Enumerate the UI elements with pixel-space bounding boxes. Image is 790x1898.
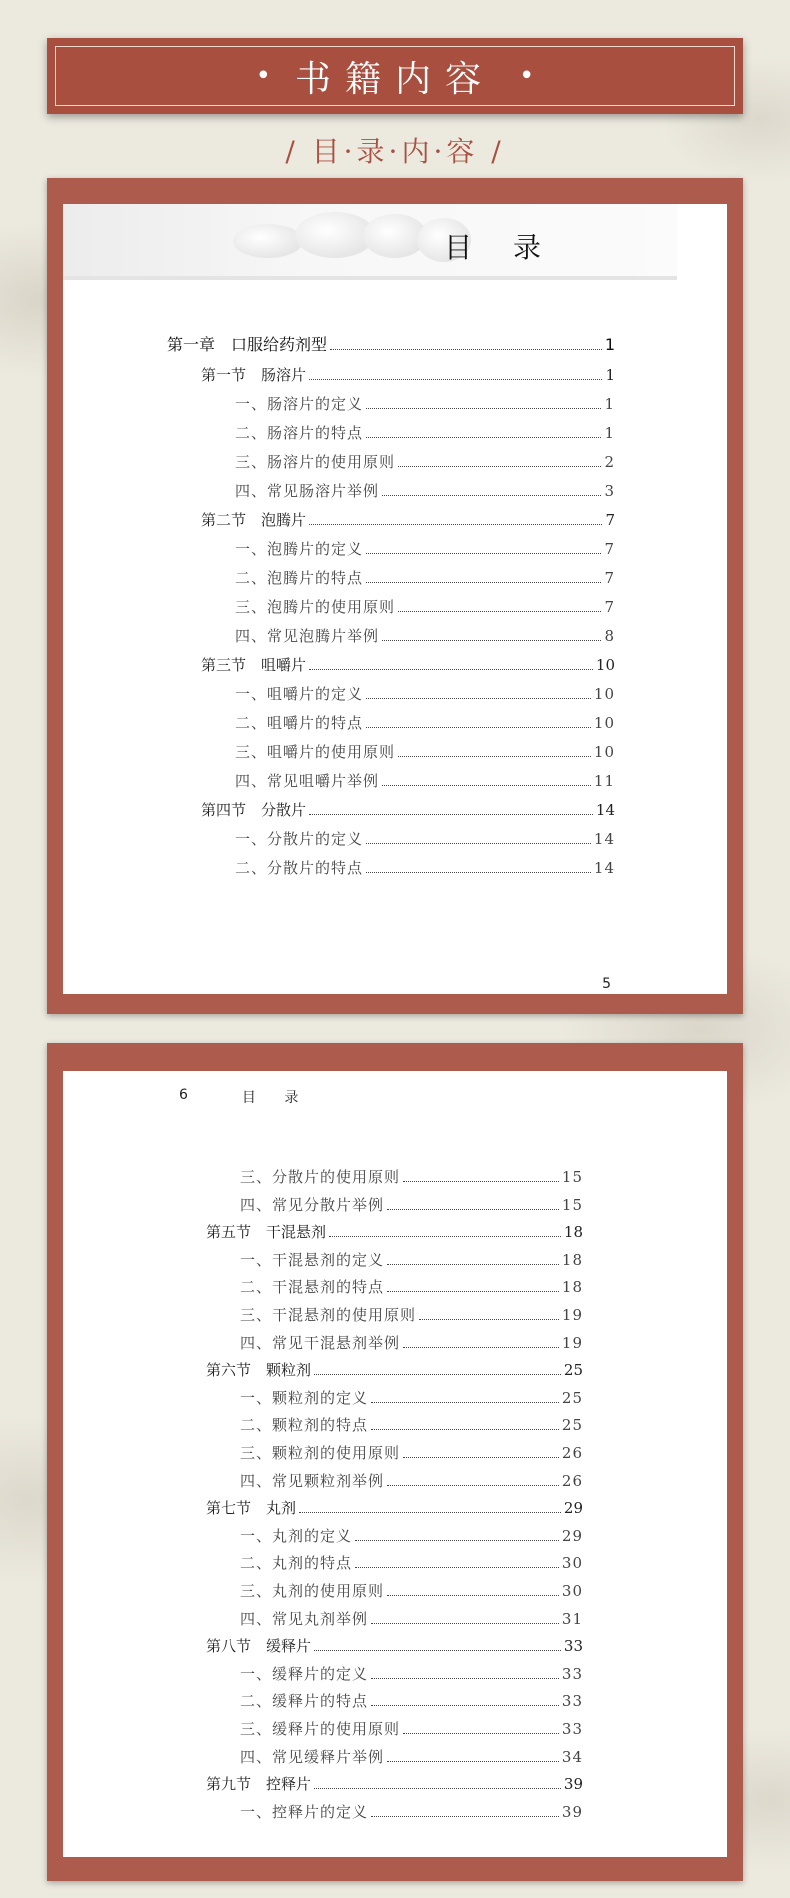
toc-entry-section [201,799,615,820]
toc-entry-label: 一、干混悬剂的定义 [240,1250,385,1269]
toc-entry-item [240,1580,583,1601]
toc-entry-label: 二、分散片的特点 [235,859,364,877]
toc-entry-label: 二、干混悬剂的特点 [240,1278,385,1297]
toc-entry-page: 1 [604,424,615,442]
toc-entry-page: 30 [561,1554,583,1573]
toc-entry-item [240,1718,583,1739]
toc-entry-label: 二、颗粒剂的特点 [240,1416,369,1435]
toc-entry-section [201,654,615,675]
dot-leader [330,349,602,350]
toc-entry-label: 三、缓释片的使用原则 [240,1720,401,1738]
dot-leader [398,611,601,612]
dot-leader [366,698,591,699]
toc-entry-item [240,1442,583,1463]
toc-entry-page: 25 [561,1416,583,1435]
toc-entry-label: 三、干混悬剂的使用原则 [240,1306,417,1324]
toc-entry-label: 三、泡腾片的使用原则 [235,598,396,616]
toc-entry-page: 29 [561,1526,583,1545]
toc-entry-item [235,857,615,878]
toc-entry-section [206,1773,583,1794]
toc-entry-item [240,1332,583,1353]
toc-entry-label: 三、肠溶片的使用原则 [235,453,396,471]
toc-entry-page: 8 [604,627,615,645]
dot-leader [309,814,593,815]
toc-entry-label: 三、颗粒剂的使用原则 [240,1444,401,1462]
toc-entry-page: 19 [561,1333,583,1352]
toc-entry-label: 二、丸剂的特点 [240,1554,353,1573]
dot-leader [371,1429,559,1430]
toc-entry-page: 19 [561,1306,583,1324]
toc-entry-label: 一、丸剂的定义 [240,1526,353,1545]
toc-entry-item [240,1552,583,1573]
dot-leader [371,1402,559,1403]
page-header-band [63,204,677,280]
dot-leader [387,1761,559,1762]
banner-dot-right: • [519,61,535,91]
running-head-title: 目 录 [241,1090,311,1106]
toc-entry-item [240,1194,583,1215]
toc-entry-page: 7 [605,511,615,529]
toc-entry-page: 34 [561,1747,583,1766]
toc-entry-page: 14 [593,859,615,877]
toc-entry-item [240,1608,583,1629]
banner-dot-left: • [255,61,271,91]
dot-leader [309,379,602,380]
toc-entry-label: 三、分散片的使用原则 [240,1168,401,1186]
dot-leader [382,495,601,496]
dot-leader [366,553,601,554]
toc-entry-label: 第二节 泡腾片 [201,511,307,529]
dot-leader [382,640,601,641]
toc-entry-label: 第九节 控释片 [206,1775,312,1794]
toc-entry-label: 一、咀嚼片的定义 [235,685,364,703]
dot-leader [387,1209,559,1210]
toc-entry-page: 7 [604,598,615,616]
toc-entry-page: 14 [595,801,615,819]
dot-leader [371,1705,559,1706]
toc-entry-page: 7 [604,540,615,558]
toc-entry-label: 四、常见肠溶片举例 [235,482,380,500]
dot-leader [419,1319,559,1320]
toc-entry-label: 二、咀嚼片的特点 [235,714,364,732]
toc-entry-page: 25 [561,1388,583,1407]
toc-entry-item [240,1166,583,1187]
toc-entry-label: 第七节 丸剂 [206,1499,297,1518]
toc-entry-page: 11 [593,772,615,790]
toc-entry-section [206,1635,583,1656]
banner-title: 书籍内容 [294,58,495,100]
toc-entry-label: 二、缓释片的特点 [240,1692,369,1711]
toc-entry-page: 10 [595,656,615,674]
banner-inner [55,46,735,106]
toc-entry-page: 10 [593,685,615,703]
dot-leader [387,1485,559,1486]
dot-leader [299,1512,561,1513]
toc-entry-page: 18 [563,1223,583,1242]
toc-entry-label: 第一节 肠溶片 [201,366,307,384]
dot-leader [355,1540,559,1541]
dot-leader [314,1650,561,1651]
toc-entry-item [235,712,615,733]
toc-page-frame-2 [47,1043,743,1881]
page-number: 5 [602,976,611,992]
toc-entry-item [235,828,615,849]
toc-entry-page: 10 [593,714,615,732]
toc-entry-label: 一、颗粒剂的定义 [240,1388,369,1407]
dot-leader [329,1236,561,1237]
toc-entry-page: 3 [604,482,615,500]
toc-entry-label: 第四节 分散片 [201,801,307,819]
dot-leader [387,1291,559,1292]
toc-entry-label: 四、常见丸剂举例 [240,1609,369,1628]
toc-entry-page: 29 [563,1499,583,1518]
toc-entry-label: 第一章 口服给药剂型 [167,335,328,354]
toc-entry-item [240,1690,583,1711]
dot-leader [403,1347,559,1348]
toc-entry-page: 31 [561,1609,583,1628]
toc-entry-page: 7 [604,569,615,587]
toc-entry-section [201,364,615,385]
toc-entry-item [235,567,615,588]
dot-leader [371,1623,559,1624]
dot-leader [398,466,601,467]
toc-entry-label: 三、咀嚼片的使用原则 [235,743,396,761]
toc-entry-label: 一、分散片的定义 [235,830,364,848]
toc-entry-page: 33 [561,1664,583,1683]
toc-entry-page: 33 [561,1720,583,1738]
toc-entry-page: 10 [593,743,615,761]
toc-entry-item [235,451,615,472]
toc-entry-item [240,1746,583,1767]
toc-entry-page: 2 [604,453,615,471]
dot-leader [314,1374,561,1375]
toc-entry-item [240,1801,583,1822]
toc-entry-section [201,509,615,530]
dot-leader [366,408,601,409]
dot-leader [382,785,591,786]
dot-leader [366,437,601,438]
toc-entry-page: 39 [561,1802,583,1821]
toc-entry-label: 一、肠溶片的定义 [235,395,364,413]
toc-page-1 [63,204,727,994]
toc-entry-label: 四、常见颗粒剂举例 [240,1471,385,1490]
toc-entry-item [235,538,615,559]
toc-entry-item [240,1249,583,1270]
toc-entry-label: 第五节 干混悬剂 [206,1223,327,1242]
toc-entry-page: 1 [604,395,615,413]
toc-entry-label: 二、肠溶片的特点 [235,424,364,442]
toc-entry-item [240,1387,583,1408]
toc-entry-item [240,1276,583,1297]
toc-page-frame-1 [47,178,743,1014]
dot-leader [403,1733,559,1734]
toc-entry-section [206,1359,583,1380]
toc-entry-item [235,480,615,501]
running-head-number: 6 [179,1087,188,1103]
dot-leader [398,756,591,757]
toc-entry-item [240,1470,583,1491]
toc-entry-label: 四、常见泡腾片举例 [235,627,380,645]
toc-entry-item [240,1663,583,1684]
toc-entry-item [235,741,615,762]
toc-entry-label: 四、常见分散片举例 [240,1195,385,1214]
toc-entry-label: 一、泡腾片的定义 [235,540,364,558]
toc-entry-item [240,1304,583,1325]
toc-entry-page: 33 [561,1692,583,1711]
toc-entry-label: 一、缓释片的定义 [240,1664,369,1683]
dot-leader [355,1567,559,1568]
toc-entry-item [240,1414,583,1435]
toc-entry-page: 25 [563,1361,583,1380]
toc-entry-label: 第六节 颗粒剂 [206,1361,312,1380]
toc-entry-page: 18 [561,1250,583,1269]
toc-entry-label: 一、控释片的定义 [240,1802,369,1821]
toc-entry-item [235,393,615,414]
toc-entry-page: 39 [563,1775,583,1794]
section-subtitle: / 目·录·内·容 / [285,135,505,168]
dot-leader [403,1457,559,1458]
toc-entry-page: 14 [593,830,615,848]
dot-leader [387,1264,559,1265]
toc-entry-page: 30 [561,1582,583,1600]
dot-leader [309,669,593,670]
dot-leader [387,1595,559,1596]
pill-image [233,224,303,258]
toc-entry-item [235,596,615,617]
toc-entry-item [235,422,615,443]
toc-entry-section [206,1497,583,1518]
dot-leader [371,1816,559,1817]
toc-entry-page: 15 [561,1195,583,1214]
toc-entry-label: 三、丸剂的使用原则 [240,1582,385,1600]
toc-entry-label: 四、常见咀嚼片举例 [235,772,380,790]
toc-entry-item [240,1525,583,1546]
toc-entry-item [235,625,615,646]
toc-entry-page: 26 [561,1471,583,1490]
page-title: 目 录 [444,231,557,264]
toc-entry-page: 33 [563,1637,583,1656]
dot-leader [366,582,601,583]
toc-entry-label: 第三节 咀嚼片 [201,656,307,674]
toc-entry-chapter [167,332,615,355]
toc-page-2 [63,1071,727,1857]
toc-entry-page: 18 [561,1278,583,1297]
header-banner [47,38,743,114]
dot-leader [309,524,602,525]
toc-entry-label: 四、常见干混悬剂举例 [240,1333,401,1352]
running-head [179,1087,310,1107]
toc-entry-page: 1 [604,335,615,354]
toc-entry-label: 二、泡腾片的特点 [235,569,364,587]
toc-entry-item [235,770,615,791]
dot-leader [314,1788,561,1789]
dot-leader [366,727,591,728]
toc-entry-page: 1 [605,366,615,384]
toc-entry-section [206,1221,583,1242]
dot-leader [366,843,591,844]
dot-leader [366,872,591,873]
dot-leader [403,1181,559,1182]
toc-entry-label: 四、常见缓释片举例 [240,1747,385,1766]
toc-entry-label: 第八节 缓释片 [206,1637,312,1656]
toc-entry-item [235,683,615,704]
toc-entry-page: 26 [561,1444,583,1462]
toc-entry-page: 15 [561,1168,583,1186]
dot-leader [371,1678,559,1679]
